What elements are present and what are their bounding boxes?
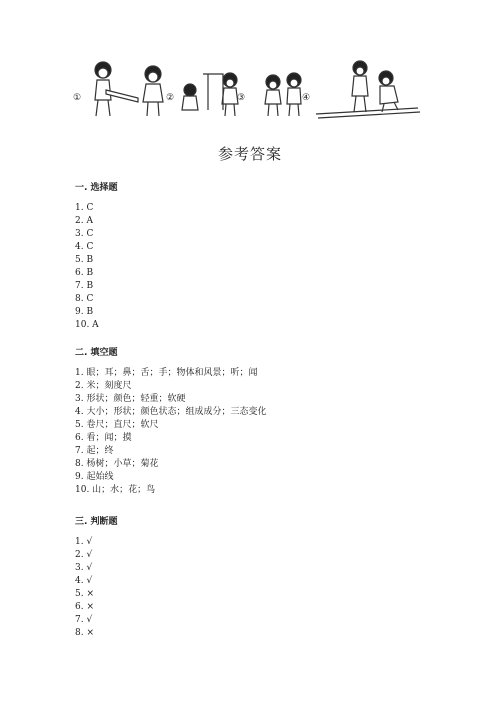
true-false-answer-list <box>75 536 94 640</box>
section-heading-true-false: 三. 判断题 <box>75 517 118 527</box>
list-item: 5. 卷尺；直尺；软尺 <box>75 420 159 430</box>
list-item: 1. 眼；耳；鼻；舌；手；物体和风景；听；闻 <box>75 368 258 378</box>
list-item: 1. √ <box>75 537 93 547</box>
list-item: 6. B <box>75 268 94 278</box>
list-item: 7. √ <box>75 615 93 625</box>
section-heading-choice: 一. 选择题 <box>75 183 118 193</box>
children-measuring-table-icon <box>182 73 238 116</box>
list-item: 2. A <box>75 216 93 226</box>
list-item: 5. B <box>75 255 94 265</box>
list-item: 2. √ <box>75 550 93 560</box>
list-item: 10. 山；水；花；鸟 <box>75 485 156 495</box>
illustration-label-2: ② <box>166 93 175 103</box>
list-item: 9. 起始线 <box>75 472 114 482</box>
list-item: 3. √ <box>75 563 93 573</box>
illustration-label-1: ① <box>73 93 82 103</box>
list-item: 8. 杨树；小草；菊花 <box>75 459 159 469</box>
illustration-label-3: ③ <box>237 93 246 103</box>
list-item: 3. C <box>75 229 94 239</box>
list-item: 7. 起；终 <box>75 446 114 456</box>
children-standing-pair-icon <box>265 73 301 116</box>
children-measuring-floor-icon <box>316 61 420 118</box>
illustration-drawing <box>68 56 428 122</box>
illustration-strip <box>68 56 428 122</box>
list-item: 2. 米；刻度尺 <box>75 381 132 391</box>
list-item: 4. C <box>75 242 94 252</box>
list-item: 4. √ <box>75 576 93 586</box>
fill-blank-answer-list <box>75 367 266 497</box>
illustration-label-4: ④ <box>302 93 311 103</box>
list-item: 6. × <box>75 602 94 612</box>
children-measuring-with-rod-icon <box>95 62 163 116</box>
list-item: 1. C <box>75 203 94 213</box>
list-item: 6. 看；闻；摸 <box>75 433 132 443</box>
list-item: 8. × <box>75 628 94 638</box>
list-item: 5. × <box>75 589 94 599</box>
page-title: 参考答案 <box>217 145 282 163</box>
section-heading-fill-blank: 二. 填空题 <box>75 348 118 358</box>
list-item: 4. 大小；形状；颜色状态；组成成分；三态变化 <box>75 407 267 417</box>
list-item: 8. C <box>75 294 94 304</box>
list-item: 7. B <box>75 281 94 291</box>
choice-answer-list <box>75 202 99 332</box>
list-item: 10. A <box>75 320 99 330</box>
list-item: 3. 形状；颜色；轻重；软硬 <box>75 394 186 404</box>
list-item: 9. B <box>75 307 94 317</box>
